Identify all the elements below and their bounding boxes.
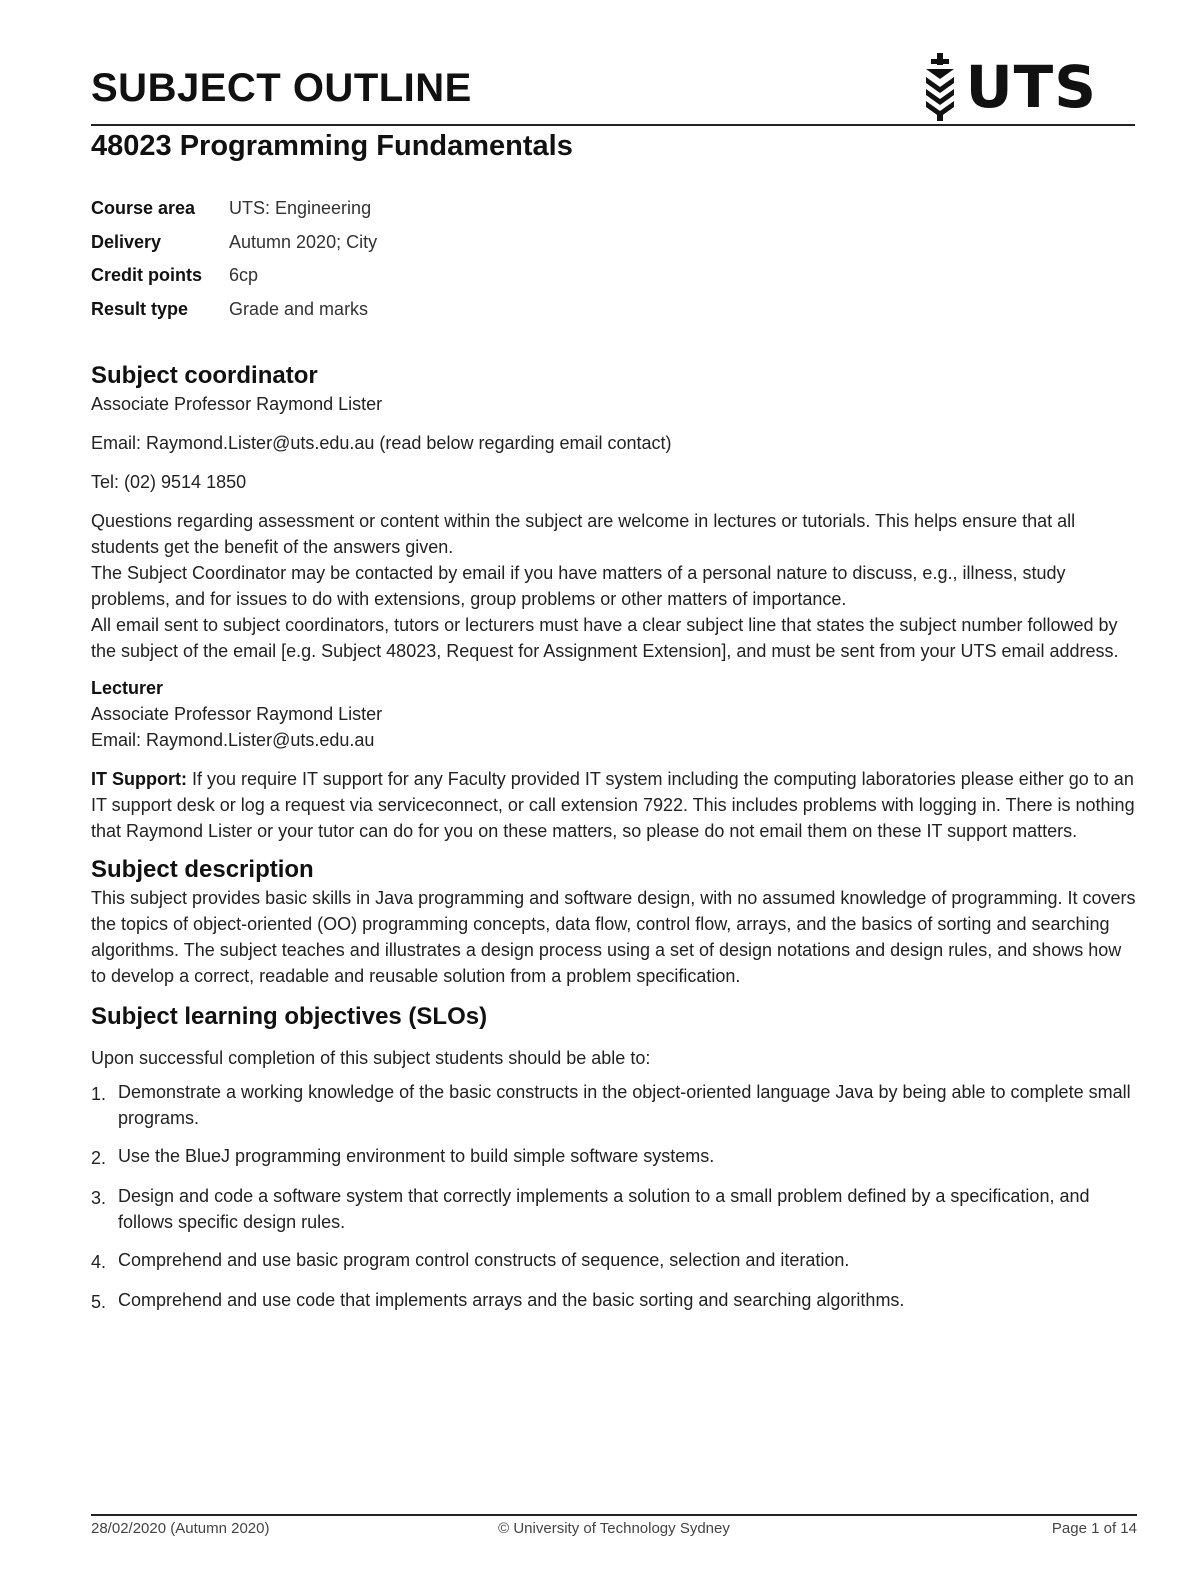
footer-date: 28/02/2020 (Autumn 2020) <box>91 1520 270 1537</box>
it-support-label: IT Support: <box>91 769 187 789</box>
coordinator-para-contact: The Subject Coordinator may be contacted by email if you have matters of a personal nature to discuss, e.g., illness, study problems, and for issues to do with extensions, group problems or other matters of importance. <box>91 563 1066 609</box>
subject-meta-table <box>91 192 377 326</box>
coordinator-name: Associate Professor Raymond Lister <box>91 394 383 414</box>
document-title: SUBJECT OUTLINE <box>91 66 472 110</box>
description-heading: Subject description <box>91 856 314 883</box>
document-page <box>91 0 1137 1590</box>
slo-intro: Upon successful completion of this subject students should be able to: <box>91 1048 651 1068</box>
slo-text: Comprehend and use code that implements arrays and the basic sorting and searching algorithms. <box>118 1290 905 1310</box>
coordinator-heading: Subject coordinator <box>91 362 318 389</box>
slo-number: 1. <box>91 1084 107 1104</box>
slo-number: 4. <box>91 1252 107 1272</box>
meta-value: Autumn 2020; City <box>229 231 378 252</box>
header-divider <box>91 124 1135 126</box>
list-item <box>91 1287 1137 1315</box>
list-item <box>91 1079 1137 1131</box>
it-support-text: If you require IT support for any Faculty provided IT system including the computing laboratories please either go to an IT support desk or log a request via serviceconnect, or call extension 7922. This includes problems with logging in. There is nothing that Raymond Lister or your tutor can do for you on these matters, so please do not email them on these IT support matters. <box>91 769 1135 841</box>
list-item <box>91 1143 1137 1171</box>
footer-page-number: Page 1 of 14 <box>1051 1520 1137 1537</box>
footer-divider <box>91 1514 1137 1516</box>
uts-logo <box>922 52 1097 122</box>
description-text: This subject provides basic skills in Java programming and software design, with no assumed knowledge of programming. It covers the topics of object-oriented (OO) programming concepts, data flow, control flow, arrays, and the basics of sorting and searching algorithms. The subject teaches and illustrates a design process using a set of design notations and design rules, and shows how to develop a correct, readable and reusable solution from a problem specification. <box>91 888 1136 986</box>
meta-label: Course area <box>91 198 196 219</box>
slo-list <box>91 1079 1137 1315</box>
meta-row-course-area <box>91 192 377 226</box>
lecturer-email: Email: Raymond.Lister@uts.edu.au <box>91 730 375 750</box>
meta-value: Grade and marks <box>229 298 369 319</box>
meta-row-credit-points <box>91 259 377 293</box>
meta-label: Credit points <box>91 265 202 286</box>
meta-label: Delivery <box>91 231 162 252</box>
uts-logo-text: UTS <box>965 53 1097 121</box>
uts-crest-icon <box>922 53 958 121</box>
coordinator-tel: Tel: (02) 9514 1850 <box>91 472 247 492</box>
slo-number: 3. <box>91 1188 107 1208</box>
list-item <box>91 1247 1137 1275</box>
page-footer <box>91 1520 1137 1540</box>
meta-value: 6cp <box>229 265 259 286</box>
meta-row-result-type <box>91 293 377 327</box>
meta-value: UTS: Engineering <box>229 198 372 219</box>
lecturer-name: Associate Professor Raymond Lister <box>91 704 383 724</box>
slo-text: Comprehend and use basic program control constructs of sequence, selection and iteration. <box>118 1250 850 1270</box>
coordinator-para-email-rules: All email sent to subject coordinators, tutors or lecturers must have a clear subject line that states the subject number followed by the subject of the email [e.g. Subject 48023, Request for Assignment Extension], and must be sent from your UTS email address. <box>91 615 1119 661</box>
slo-text: Use the BlueJ programming environment to build simple software systems. <box>118 1146 715 1166</box>
coordinator-email: Email: Raymond.Lister@uts.edu.au (read below regarding email contact) <box>91 433 672 453</box>
slo-number: 5. <box>91 1292 107 1312</box>
list-item <box>91 1183 1137 1235</box>
meta-row-delivery <box>91 226 377 260</box>
slo-text: Demonstrate a working knowledge of the basic constructs in the object-oriented language Java by being able to complete small programs. <box>118 1082 1131 1128</box>
subject-title: 48023 Programming Fundamentals <box>91 130 573 162</box>
document-body <box>91 361 1137 1327</box>
it-support-paragraph <box>91 766 1137 844</box>
slo-number: 2. <box>91 1148 107 1168</box>
footer-copyright: © University of Technology Sydney <box>498 1520 730 1537</box>
lecturer-heading: Lecturer <box>91 678 164 698</box>
slo-heading: Subject learning objectives (SLOs) <box>91 1003 488 1030</box>
meta-label: Result type <box>91 298 189 319</box>
slo-text: Design and code a software system that correctly implements a solution to a small problem defined by a specification, and follows specific design rules. <box>118 1186 1090 1232</box>
coordinator-para-questions: Questions regarding assessment or content within the subject are welcome in lectures or tutorials. This helps ensure that all students get the benefit of the answers given. <box>91 511 1076 557</box>
